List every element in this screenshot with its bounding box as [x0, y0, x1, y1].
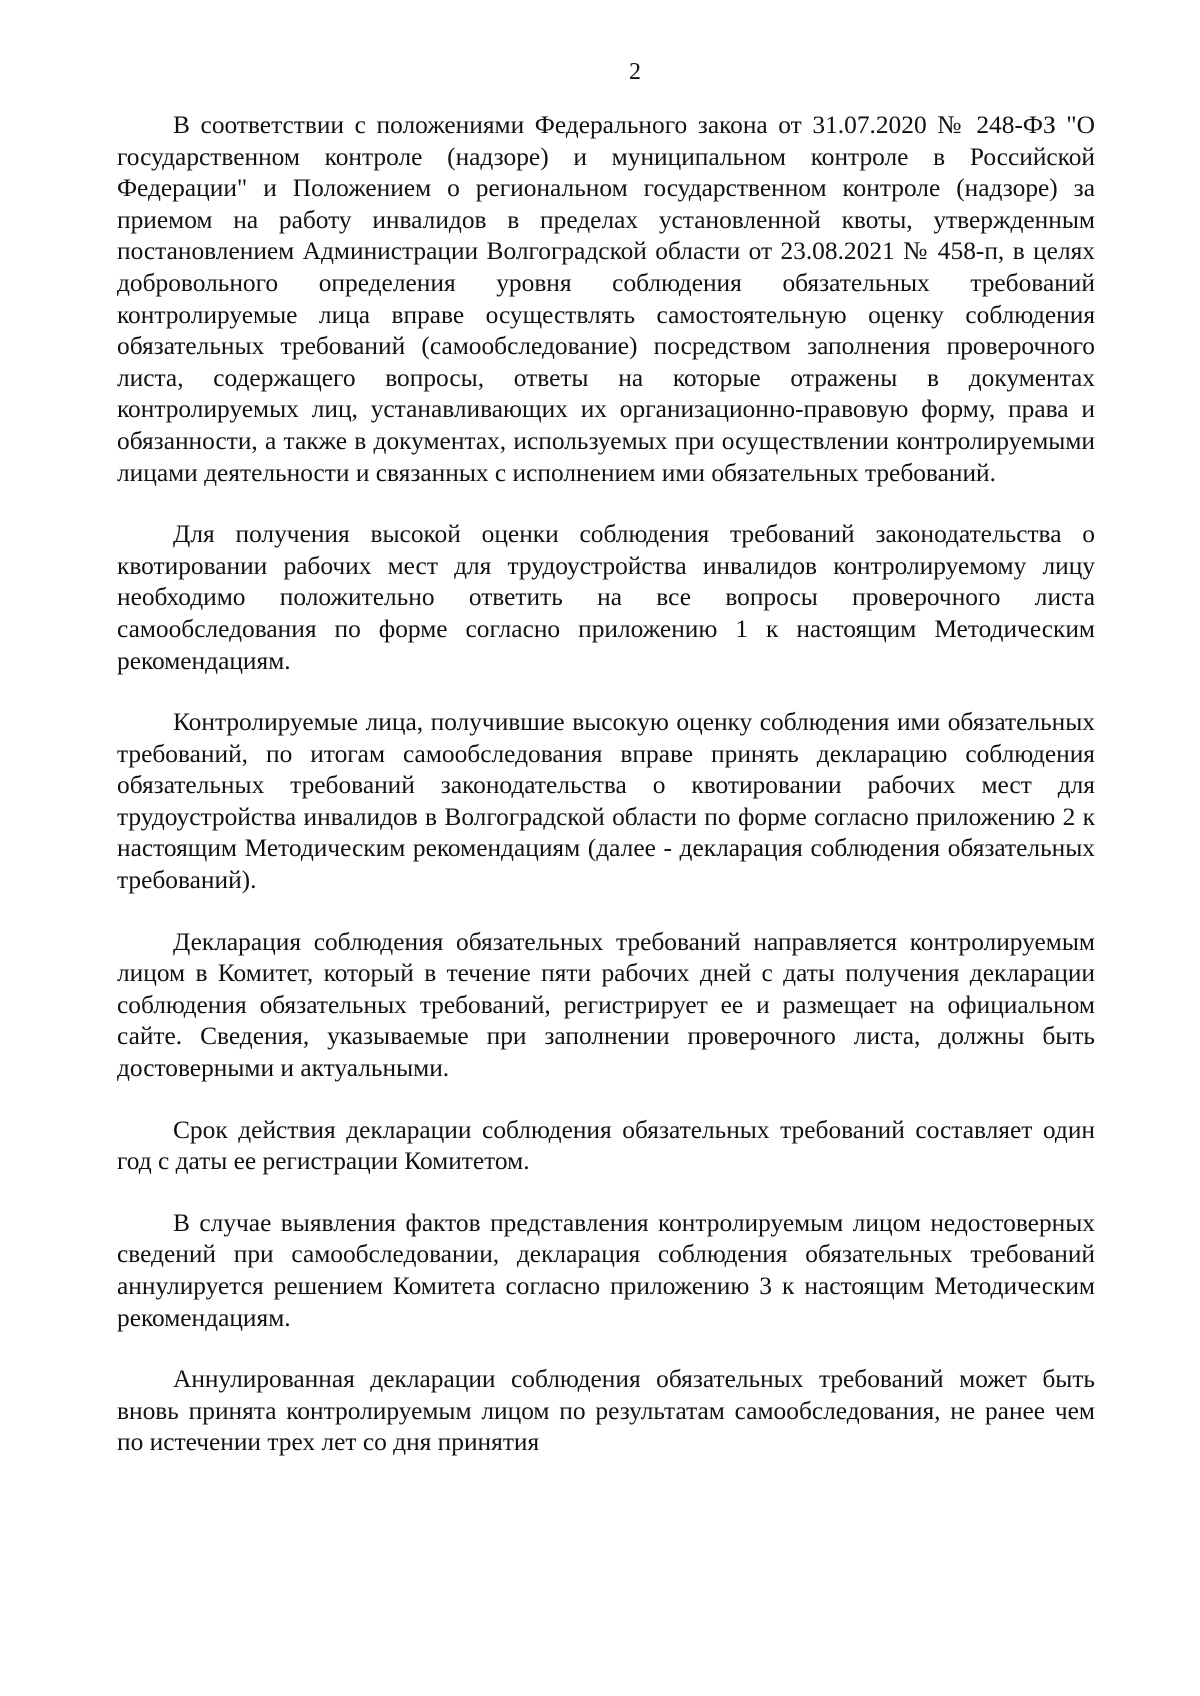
page-number: 2	[629, 59, 641, 85]
paragraph-readoption: Аннулированная декларации соблюдения обязательных требований может быть вновь принята контролируемым лицом по результатам самообследования, не ранее чем по истечении трех лет со дня принятия	[117, 1365, 1095, 1457]
paragraph-legal-basis: В соответствии с положениями Федерального закона от 31.07.2020 № 248-ФЗ "О государственном контроле (надзоре) и муниципальном контроле в Российской Федерации" и Положением о региональном государственном контроле (надзоре) за приемом на работу инвалидов в пределах установленной квоты, утвержденным постановлением Администрации Волгоградской области от 23.08.2021 № 458-п, в целях добровольного определения уровня соблюдения обязательных требований контролируемые лица вправе осуществлять самостоятельную оценку соблюдения обязательных требований (самообследование) посредством заполнения проверочного листа, содержащего вопросы, ответы на которые отражены в документах контролируемых лиц, устанавливающих их организационно-правовую форму, права и обязанности, а также в документах, используемых при осуществлении контролируемыми лицами деятельности и связанных с исполнением ими обязательных требований.	[117, 111, 1095, 487]
document-body	[117, 110, 1095, 1459]
paragraph-high-score: Для получения высокой оценки соблюдения требований законодательства о квотировании рабочих мест для трудоустройства инвалидов контролируемому лицу необходимо положительно ответить на все вопросы проверочного листа самообследования по форме согласно приложению 1 к настоящим Методическим рекомендациям.	[117, 520, 1095, 675]
paragraph-declaration: Контролируемые лица, получившие высокую оценку соблюдения ими обязательных требований, по итогам самообследования вправе принять декларацию соблюдения обязательных требований законодательства о квотировании рабочих мест для трудоустройства инвалидов в Волгоградской области по форме согласно приложению 2 к настоящим Методическим рекомендациям (далее - декларация соблюдения обязательных требований).	[117, 708, 1095, 895]
paragraph-validity: Срок действия декларации соблюдения обязательных требований составляет один год с даты ее регистрации Комитетом.	[117, 1115, 1095, 1176]
paragraph-annulment: В случае выявления фактов представления контролируемым лицом недостоверных сведений при самообследовании, декларация соблюдения обязательных требований аннулируется решением Комитета согласно приложению 3 к настоящим Методическим рекомендациям.	[117, 1208, 1095, 1332]
paragraph-submission: Декларация соблюдения обязательных требований направляется контролируемым лицом в Комитет, который в течение пяти рабочих дней с даты получения декларации соблюдения обязательных требований, регистрирует ее и размещает на официальном сайте. Сведения, указываемые при заполнении проверочного листа, должны быть достоверными и актуальными.	[117, 927, 1095, 1083]
